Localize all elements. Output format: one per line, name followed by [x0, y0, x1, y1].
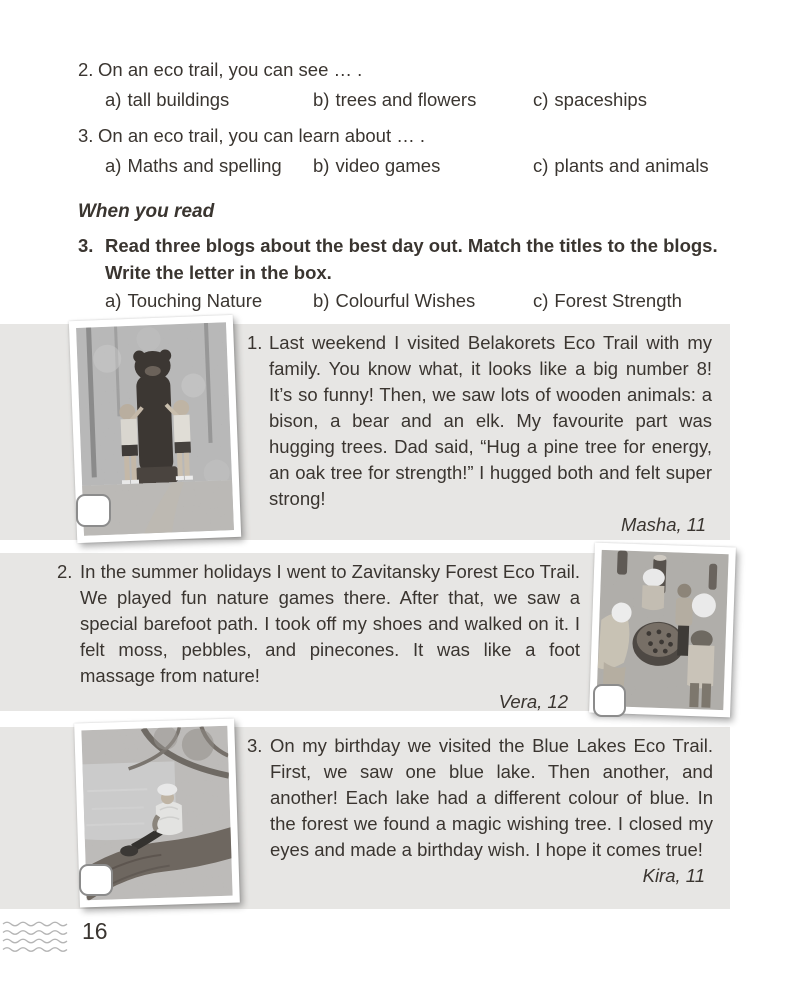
question-3-text: On an eco trail, you can learn about … .	[98, 125, 426, 146]
blog-3-paragraph: On my birthday we visited the Blue Lakes Eco Trail. First, we saw one blue lake. Then another, and another! Each lake had a different colour of blue. In the forest we found a magic wishing tree. I closed my eyes and made a birthday wish. I hope it comes true!	[270, 735, 713, 860]
question-2-line	[78, 56, 750, 83]
blog-2-text	[57, 559, 580, 715]
task-instruction-line-2: Write the letter in the box.	[105, 262, 332, 283]
question-3-line	[78, 122, 750, 149]
title-options	[105, 287, 750, 314]
title-option-a: a) Touching Nature	[105, 290, 263, 311]
task-number: 3.	[78, 235, 94, 256]
q2-option-c: c) spaceships	[533, 89, 647, 110]
blog-3-number: 3.	[247, 735, 263, 756]
q2-option-b: b) trees and flowers	[313, 89, 477, 110]
blog-1-paragraph: Last weekend I visited Belakorets Eco Trail with my family. You know what, it looks like a big number 8! It’s so funny! Then, we saw lots of wooden animals: a bison, a bear and an elk. My favourite part was hugging trees. Dad said, “Hug a pine tree for energy, an oak tree for strength!” I hugged both and felt super strong!	[269, 332, 712, 509]
blog-2-paragraph: In the summer holidays I went to Zavitansky Forest Eco Trail. We played fun nature games there. After that, we saw a special barefoot path. I took off my shoes and walked on it. I felt moss, pebbles, and pinecones. It was like a foot massage from nature!	[80, 561, 580, 686]
blog-1-author: Masha, 11	[620, 514, 706, 535]
question-3-options	[105, 152, 750, 179]
question-3	[78, 122, 750, 179]
blog-3-author: Kira, 11	[642, 865, 705, 886]
q3-option-a: a) Maths and spelling	[105, 155, 282, 176]
question-3-number: 3.	[78, 125, 94, 146]
blog-2-answer-box[interactable]	[593, 684, 626, 717]
blog-1-answer-box[interactable]	[76, 494, 111, 527]
q3-option-b: b) video games	[313, 155, 441, 176]
top-section	[78, 56, 750, 314]
q3-option-c: c) plants and animals	[533, 155, 709, 176]
wavy-lines-decoration	[2, 920, 72, 956]
title-option-b: b) Colourful Wishes	[313, 290, 476, 311]
title-option-c: c) Forest Strength	[533, 290, 682, 311]
question-2-options	[105, 86, 750, 113]
blog-2-author: Vera, 12	[498, 691, 568, 712]
blog-3-answer-box[interactable]	[79, 864, 113, 896]
question-2-text: On an eco trail, you can see … .	[98, 59, 363, 80]
blog-2-number: 2.	[57, 561, 73, 582]
question-2	[78, 56, 750, 113]
q2-option-a: a) tall buildings	[105, 89, 230, 110]
blog-3-text	[247, 733, 713, 889]
section-heading: When you read	[78, 201, 215, 222]
task-instruction-lines	[105, 232, 718, 286]
question-2-number: 2.	[78, 59, 94, 80]
page-number: 16	[82, 918, 108, 944]
task-instruction-line-1: Read three blogs about the best day out. Match the titles to the blogs.	[105, 235, 718, 256]
task-instruction	[78, 232, 750, 286]
blog-1-number: 1.	[247, 332, 263, 353]
child-top-figure	[642, 568, 665, 610]
blog-1-text	[247, 330, 712, 538]
